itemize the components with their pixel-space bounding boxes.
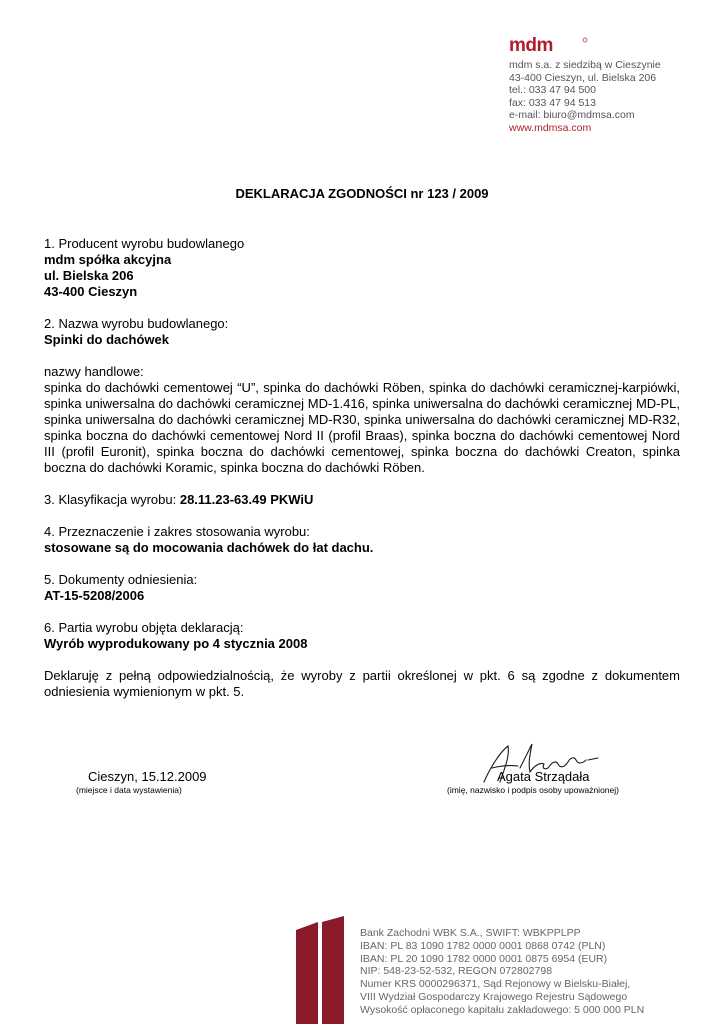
footer-line: IBAN: PL 20 1090 1782 0000 0001 0875 6954 (EUR) xyxy=(360,952,608,965)
classification-value: 28.11.23-63.49 PKWiU xyxy=(179,492,314,507)
signer-note: (imię, nazwisko i podpis osoby upoważnionej) xyxy=(447,785,619,795)
footer-line: NIP: 548-23-52-532, REGON 072802798 xyxy=(360,965,553,978)
reference-value: AT-15-5208/2006 xyxy=(44,588,145,603)
batch-label: 6. Partia wyrobu objęta deklaracją: xyxy=(44,620,244,635)
batch-section xyxy=(44,620,680,652)
trade-names-section xyxy=(44,364,680,476)
website-link[interactable]: www.mdmsa.com xyxy=(509,121,592,134)
company-line: mdm s.a. z siedzibą w Cieszynie xyxy=(509,59,661,71)
classification-section xyxy=(44,492,680,508)
place-date-note: (miejsce i data wystawienia) xyxy=(76,785,182,795)
producer-name: mdm spółka akcyjna xyxy=(44,252,172,267)
producer-street: ul. Bielska 206 xyxy=(44,268,134,283)
product-section xyxy=(44,316,680,348)
footer-line: Bank Zachodni WBK S.A., SWIFT: WBKPPLPP xyxy=(360,927,581,939)
footer-logo-mark xyxy=(296,916,346,1024)
declaration-text: Deklaruję z pełną odpowiedzialnością, że wyroby z partii określonej w pkt. 6 są zgodne z dokumentem odniesienia wymienionym w pkt. 5. xyxy=(44,668,680,699)
mdm-logo xyxy=(509,36,589,54)
producer-label: 1. Producent wyrobu budowlanego xyxy=(44,236,245,251)
batch-value: Wyrób wyprodukowany po 4 stycznia 2008 xyxy=(44,636,308,651)
footer-line: IBAN: PL 83 1090 1782 0000 0001 0868 0742 (PLN) xyxy=(360,939,606,952)
company-line: e-mail: biuro@mdmsa.com xyxy=(509,109,635,122)
reference-section xyxy=(44,572,680,604)
place-date: Cieszyn, 15.12.2009 xyxy=(88,769,207,784)
company-line: fax: 033 47 94 513 xyxy=(509,96,596,109)
document-title: DEKLARACJA ZGODNOŚCI nr 123 / 2009 xyxy=(235,186,489,201)
footer-line: Numer KRS 0000296371, Sąd Rejonowy w Bielsku-Białej, xyxy=(360,978,631,991)
producer-city: 43-400 Cieszyn xyxy=(44,284,138,299)
company-line: tel.: 033 47 94 500 xyxy=(509,84,596,97)
footer-bank-info xyxy=(360,927,644,1017)
purpose-value: stosowane są do mocowania dachówek do łat dachu. xyxy=(44,540,374,555)
footer-line: Wysokość opłaconego kapitału zakładowego: 5 000 000 PLN xyxy=(360,1003,645,1016)
svg-text:mdm: mdm xyxy=(509,36,553,54)
document-body xyxy=(44,236,680,716)
trade-names-text: spinka do dachówki cementowej “U”, spinka do dachówki Röben, spinka do dachówki ceramicznej-karpiówki, spinka uniwersalna do dachówki ceramicznej MD-1.416, spinka uniwersalna do dachówki ceramicznej MD-PL, spinka uniwersalna do dachówki ceramicznej MD-R30, spinka uniwersalna do dachówki ceramicznej MD-R32, spinka boczna do dachówki cementowej Nord II (profil Braas), spinka boczna do dachówki cementowej Nord III (profil Euronit), spinka boczna do dachówki cementowej, spinka boczna do dachówki Creaton, spinka boczna do dachówki Koramic, spinka boczna do dachówki Röben. xyxy=(44,380,680,475)
producer-section xyxy=(44,236,680,300)
purpose-label: 4. Przeznaczenie i zakres stosowania wyrobu: xyxy=(44,524,310,539)
company-line: 43-400 Cieszyn, ul. Bielska 206 xyxy=(509,71,657,84)
company-address-block xyxy=(509,59,661,135)
product-name: Spinki do dachówek xyxy=(44,332,169,347)
purpose-section xyxy=(44,524,680,556)
trade-names-label: nazwy handlowe: xyxy=(44,364,144,379)
classification-label: 3. Klasyfikacja wyrobu: xyxy=(44,492,180,507)
product-label: 2. Nazwa wyrobu budowlanego: xyxy=(44,316,229,331)
signer-name: Agata Strządała xyxy=(497,769,590,784)
reference-label: 5. Dokumenty odniesienia: xyxy=(44,572,198,587)
footer-line: VIII Wydział Gospodarczy Krajowego Rejestru Sądowego xyxy=(360,990,628,1003)
